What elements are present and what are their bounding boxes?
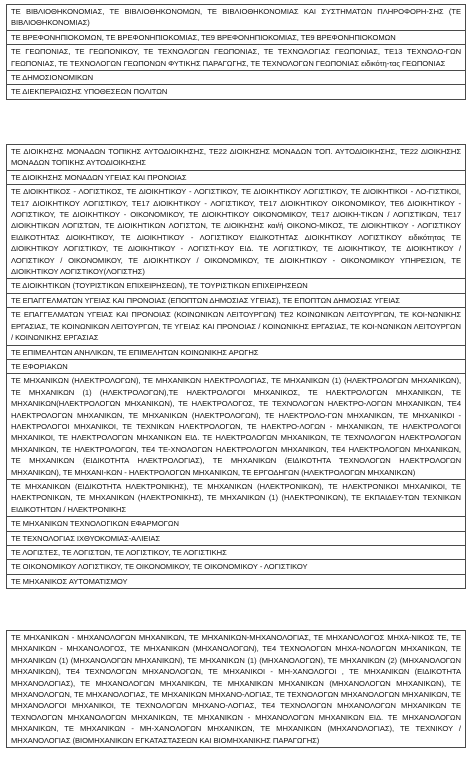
table-row	[7, 279, 466, 293]
table-row	[7, 5, 466, 31]
table-cell: ΤΕ ΜΗΧΑΝΙΚΩΝ - ΜΗΧΑΝΟΛΟΓΩΝ ΜΗΧΑΝΙΚΩΝ, ΤΕ ΜΗΧΑΝΙΚΩΝ-ΜΗΧΑΝΟΛΟΓΙΑΣ, ΤΕ ΜΗΧΑΝΟΛΟΓΟΣ ΜΗΧΑ-ΝΙΚΟΣ ΤΕ, ΤΕ ΜΗΧΑΝΙΚΩΝ - ΜΗΧΑΝΟΛΟΓΟΣ, ΤΕ ΜΗΧΑΝΙΚΩΝ (ΜΗΧΑΝΟΛΟΓΩΝ), ΤΕ4 ΤΕΧΝΟΛΟΓΩΝ ΜΗΧΑ-ΝΟΛΟΓΩΝ ΜΗΧΑΝΙΚΩΝ, ΤΕ ΜΗΧΑΝΙΚΩΝ (1) (ΜΗΧΑΝΟΛΟΓΩΝ ΜΗΧΑΝΙΚΩΝ), ΤΕ ΜΗΧΑΝΙΚΩΝ (1) (ΜΗΧΑΝΟΛΟΓΩΝ), ΤΕ ΜΗΧΑΝΙΚΩΝ (2) (ΜΗΧΑΝΟΛΟΓΩΝ ΜΗΧΑΝΙΚΩΝ), ΤΕ4 ΤΕΧΝΟΛΟΓΩΝ ΜΗΧΑΝΟΛΟΓΩΝ, ΤΕ ΜΗΧΑΝΙΚΟΙ - ΜΗ-ΧΑΝΟΛΟΓΟΙ , ΤΕ ΜΗΧΑΝΙΚΩΝ (ΕΙΔΙΚΟΤΗΤΑ ΜΗΧΑΝΟΛΟΓΙΑΣ), ΤΕ ΜΗΧΑΝΟΛΟΓΩΝ ΜΗΧΑΝΙΚΩΝ, ΤΕ ΜΗΧΑΝΙΚΩΝ ΜΗΧΑΝΙΚΩΝ (ΜΗΧΑΝΟΛΟΓΩΝ ΜΗΧΑΝΙΚΩΝ), ΤΕ ΜΗΧΑΝΟΛΟΓΩΝ, ΤΕ ΜΗΧΑΝΟΛΟΓΙΑΣ, ΤΕ ΜΗΧΑΝΙΚΩΝ ΜΗΧΑΝΟ-ΛΟΓΙΑΣ, ΤΕ ΤΕΧΝΟΛΟΓΩΝ ΜΗΧΑΝΟΛΟΓΩΝ ΜΗΧΑΝΙΚΩΝ, ΤΕ ΜΗΧΑΝΟΛΟΓΟΙ ΜΗΧΑΝΙΚΟΙ, ΤΕ ΤΕΧΝΟΛΟΓΩΝ ΜΗΧΑΝΟ-ΛΟΓΙΑΣ, ΤΕ4 ΤΕΧΝΟΛΟΓΩΝ ΜΗΧΑΝΟΛΟΓΩΝ ΜΗΧΑΝΙΚΩΝ ΤΕ ΤΕΧΝΟΛΟΓΩΝ ΜΗΧΑΝΟΛΟΓΩΝ ΜΗΧΑΝΙΚΩΝ, ΤΕ ΜΗΧΑΝΙΚΩΝ - ΜΗΧΑΝΟΛΟΓΩΝ ΜΗΧΑΝΙΚΩΝ ΕΙΔ. ΤΕ ΜΗΧΑΝΟΛΟΓΩΝ ΜΗΧΑΝΙΚΩΝ, ΤΕ ΜΗΧΑΝΙΚΩΝ - ΜΗ-ΧΑΝΟΛΟΓΩΝ ΜΗΧΑΝΙΚΩΝ, ΤΕ ΜΗΧΑΝΙΚΩΝ (ΜΗΧΑΝΟΛΟΓΙΑΣ), ΤΕ ΤΕΧΝΙΚΟΥ / ΜΗΧΑΝΟΛΟΓΙΑΣ (ΒΙΟΜΗΧΑΝΙΚΩΝ ΕΓΚΑΤΑΣΤΑΣΕΩΝ ΚΑΙ ΒΙΟΜΗΧΑΝΙΚΗΣ ΠΑΡΑΓΩΓΗΣ)	[7, 631, 466, 748]
table-row	[7, 479, 466, 516]
table-cell: ΤΕ ΜΗΧΑΝΙΚΟΣ ΑΥΤΟΜΑΤΙΣΜΟΥ	[7, 574, 466, 588]
table-row	[7, 574, 466, 588]
table-cell: ΤΕ ΜΗΧΑΝΙΚΩΝ ΤΕΧΝΟΛΟΓΙΚΩΝ ΕΦΑΡΜΟΓΩΝ	[7, 517, 466, 531]
table-row	[7, 546, 466, 560]
table-row	[7, 531, 466, 545]
table-row	[7, 185, 466, 279]
table-cell: ΤΕ ΔΙΕΚΠΕΡΑΙΩΣΗΣ ΥΠΟΘΕΣΕΩΝ ΠΟΛΙΤΩΝ	[7, 85, 466, 99]
table-row	[7, 517, 466, 531]
table-cell: ΤΕ ΒΡΕΦΟΝΗΠΙΟΚΟΜΩΝ, ΤΕ ΒΡΕΦΟΝΗΠΙΟΚΟΜΙΑΣ, ΤΕ9 ΒΡΕΦΟΝΗΠΙΟΚΟΜΙΑΣ, ΤΕ9 ΒΡΕΦΟΝΗΠΙΟΚΟΜΩΝ	[7, 30, 466, 44]
table-cell: ΤΕ ΔΙΟΙΚΗΣΗΣ ΜΟΝΑΔΩΝ ΥΓΕΙΑΣ ΚΑΙ ΠΡΟΝΟΙΑΣ	[7, 170, 466, 184]
table-cell: ΤΕ ΕΠΙΜΕΛΗΤΩΝ ΑΝΗΛΙΚΩΝ, ΤΕ ΕΠΙΜΕΛΗΤΩΝ ΚΟΙΝΩΝΙΚΗΣ ΑΡΩΓΗΣ	[7, 345, 466, 359]
table-row	[7, 374, 466, 480]
table-cell: ΤΕ ΔΙΟΙΚΗΣΗΣ ΜΟΝΑΔΩΝ ΤΟΠΙΚΗΣ ΑΥΤΟΔΙΟΙΚΗΣΗΣ, ΤΕ22 ΔΙΟΙΚΗΣΗΣ ΜΟΝΑΔΩΝ ΤΟΠ. ΑΥΤΟΔΙΟΙΚΗΣΗΣ, ΤΕ22 ΔΙΟΙΚΗΣΗΣ ΜΟΝΑΔΩΝ ΤΟΠΙΚΗΣ ΑΥΤΟΔΙΟΙΚΗΣΗΣ	[7, 145, 466, 171]
table-row	[7, 170, 466, 184]
table-cell: ΤΕ ΕΠΑΓΓΕΛΜΑΤΩΝ ΥΓΕΙΑΣ ΚΑΙ ΠΡΟΝΟΙΑΣ (ΚΟΙΝΩΝΙΚΩΝ ΛΕΙΤΟΥΡΓΩΝ) ΤΕ2 ΚΟΙΝΩΝΙΚΩΝ ΛΕΙΤΟΥΡΓΩΝ, ΤΕ ΚΟΙ-ΝΩΝΙΚΗΣ ΕΡΓΑΣΙΑΣ, ΤΕ ΚΟΙΝΩΝΙΚΩΝ ΛΕΙΤΟΥΡΓΩΝ, ΤΕ ΥΓΕΙΑΣ ΚΑΙ ΠΡΟΝΟΙΑΣ / ΚΟΙΝΩΝΙΚΗΣ ΕΡΓΑΣΙΑΣ, ΤΕ ΚΟΙ-ΝΩΝΙΚΩΝ ΛΕΙΤΟΥΡΓΩΝ / ΚΟΙΝΩΝΙΚΗΣ ΕΡΓΑΣΙΑΣ	[7, 308, 466, 345]
table-row	[7, 560, 466, 574]
specialty-table-3	[6, 630, 466, 748]
table-cell: ΤΕ ΕΦΟΡΙΑΚΩΝ	[7, 359, 466, 373]
table-cell: ΤΕ ΒΙΒΛΙΟΘΗΚΟΝΟΜΙΑΣ, ΤΕ ΒΙΒΛΙΟΘΗΚΟΝΟΜΩΝ, ΤΕ ΒΙΒΛΙΟΘΗΚΟΝΟΜΙΑΣ ΚΑΙ ΣΥΣΤΗΜΑΤΩΝ ΠΛΗΡΟΦΟΡΗ-ΣΗΣ (ΤΕ ΒΙΒΛΙΟΘΗΚΟΝΟΜΙΑΣ)	[7, 5, 466, 31]
specialty-table-1	[6, 4, 466, 100]
table-row	[7, 71, 466, 85]
table-cell: ΤΕ ΜΗΧΑΝΙΚΩΝ (ΕΙΔΙΚΟΤΗΤΑ ΗΛΕΚΤΡΟΝΙΚΗΣ), ΤΕ ΜΗΧΑΝΙΚΩΝ (ΗΛΕΚΤΡΟΝΙΚΩΝ), ΤΕ ΗΛΕΚΤΡΟΝΙΚΟΙ ΜΗΧΑΝΙΚΟΙ, ΤΕ ΗΛΕΚΤΡΟΝΙΚΩΝ, ΤΕ ΜΗΧΑΝΙΚΩΝ (ΗΛΕΚΤΡΟΝΙΚΗΣ), ΤΕ ΜΗΧΑΝΙΚΩΝ (1) (ΗΛΕΚΤΡΟΝΙΚΩΝ), ΤΕ ΕΚΠΑΙΔΕΥ-ΤΩΝ ΤΕΧΝΙΚΩΝ ΕΙΔΙΚΟΤΗΤΩΝ / ΗΛΕΚΤΡΟΝΙΚΗΣ	[7, 479, 466, 516]
table-row	[7, 345, 466, 359]
table-row	[7, 308, 466, 345]
table-cell: ΤΕ ΔΙΟΙΚΗΤΙΚΩΝ (ΤΟΥΡΙΣΤΙΚΩΝ ΕΠΙΧΕΙΡΗΣΕΩΝ), ΤΕ ΤΟΥΡΙΣΤΙΚΩΝ ΕΠΙΧΕΙΡΗΣΕΩΝ	[7, 279, 466, 293]
table-cell: ΤΕ ΔΙΟΙΚΗΤΙΚΟΣ - ΛΟΓΙΣΤΙΚΟΣ, ΤΕ ΔΙΟΙΚΗΤΙΚΟΥ - ΛΟΓΙΣΤΙΚΟΥ, ΤΕ ΔΙΟΙΚΗΤΙΚΟΥ ΛΟΓΙΣΤΙΚΟΥ, ΤΕ ΔΙΟΙΚΗΤΙΚΟΙ - ΛΟ-ΓΙΣΤΙΚΟΙ, ΤΕ17 ΔΙΟΙΚΗΤΙΚΟΥ ΛΟΓΙΣΤΙΚΟΥ, ΤΕ17 ΔΙΟΙΚΗΤΙΚΟΥ - ΛΟΓΙΣΤΙΚΟΥ, ΤΕ17 ΔΙΟΙΚΗΤΙΚΟΥ ΟΙΚΟΝΟΜΙΚΟΥ, ΤΕ6 ΔΙΟΙΚΗΤΙΚΟΥ - ΛΟΓΙΣΤΙΚΟΥ, ΤΕ ΔΙΟΙΚΗΤΙΚΟΥ - ΟΙΚΟΝΟΜΙΚΟΥ, ΤΕ ΔΙΟΙΚΗΤΙΚΟΥ ΟΙΚΟΝΟΜΙΚΟΥ, ΤΕ17 ΔΙΟΙΚΗ-ΤΙΚΩΝ / ΛΟΓΙΣΤΙΚΩΝ, ΤΕ17 ΔΙΟΙΚΗΤΙΚΩΝ ΛΟΓΙΣΤΩΝ, ΤΕ ΔΙΟΙΚΗΤΙΚΩΝ ΛΟΓΙΣΤΩΝ, ΤΕ ΔΙΟΙΚΗΣΗΣ και/ή ΟΙΚΟΝΟ-ΜΙΚΟΣ, ΤΕ ΔΙΟΙΚΗΤΙΚΟΥ - ΛΟΓΙΣΤΙΚΟΥ ΕΙΔΙΚΟΤΗΤΑΣ ΔΙΟΙΚΗΤΙΚΟΥ, ΤΕ ΔΙΟΙΚΗΤΙΚΟΥ - ΛΟΓΙΣΤΙΚΟΥ ΕΙΔΙΚΟΤΗΤΑΣ ΔΙΟΙΚΗΤΙΚΟΥ ΛΟΓΙΣΤΙΚΟΥ ειδικότητας ΤΕ ΔΙΟΙΚΗΤΙΚΟΥ ΛΟΓΙΣΤΙΚΟΥ, ΤΕ ΔΙΟΙΚΗΤΙΚΟΥ - ΛΟΓΙΣΤΙ-ΚΟΥ ΕΙΔ. ΤΕ ΛΟΓΙΣΤΙΚΟΥ, ΤΕ ΔΙΟΙΚΗΤΙΚΟΥ, ΤΕ ΔΙΟΙΚΗΤΙΚΟΥ / ΛΟΓΙΣΤΙΚΟΥ / ΟΙΚΟΝΟΜΙΚΟΥ, ΤΕ ΔΙΟΙΚΗΤΙΚΟΥ / ΟΙΚΟΝΟΜΙΚΟΥ, ΤΕ ΔΙΟΙΚΗΤΙΚΟΥ - ΟΙΚΟΝΟΜΙΚΟΥ ΥΠΗΡΕΣΙΩΝ, ΤΕ ΔΙΟΙΚΗΤΙΚΟΥ ΛΟΓΙΣΤΙΚΟΥ(ΛΟΓΙΣΤΗΣ)	[7, 185, 466, 279]
table-cell: ΤΕ ΟΙΚΟΝΟΜΙΚΟΥ ΛΟΓΙΣΤΙΚΟΥ, ΤΕ ΟΙΚΟΝΟΜΙΚΟΥ, ΤΕ ΟΙΚΟΝΟΜΙΚΟΥ - ΛΟΓΙΣΤΙΚΟΥ	[7, 560, 466, 574]
table-cell: ΤΕ ΕΠΑΓΓΕΛΜΑΤΩΝ ΥΓΕΙΑΣ ΚΑΙ ΠΡΟΝΟΙΑΣ (ΕΠΟΠΤΩΝ ΔΗΜΟΣΙΑΣ ΥΓΕΙΑΣ), ΤΕ ΕΠΟΠΤΩΝ ΔΗΜΟΣΙΑΣ ΥΓΕΙΑΣ	[7, 293, 466, 307]
table-cell: ΤΕ ΤΕΧΝΟΛΟΓΙΑΣ ΙΧΘΥΟΚΟΜΙΑΣ-ΑΛΙΕΙΑΣ	[7, 531, 466, 545]
table-row	[7, 293, 466, 307]
table-cell: ΤΕ ΓΕΩΠΟΝΙΑΣ, ΤΕ ΓΕΩΠΟΝΙΚΟΥ, ΤΕ ΤΕΧΝΟΛΟΓΩΝ ΓΕΩΠΟΝΙΑΣ, ΤΕ ΤΕΧΝΟΛΟΓΙΑΣ ΓΕΩΠΟΝΙΑΣ, ΤΕ13 ΤΕΧΝΟΛΟ-ΓΩΝ ΓΕΩΠΟΝΙΑΣ, ΤΕ ΤΕΧΝΟΛΟΓΩΝ ΓΕΩΠΟΝΩΝ ΦΥΤΙΚΗΣ ΠΑΡΑΓΩΓΗΣ, ΤΕ ΤΕΧΝΟΛΟΓΩΝ ΓΕΩΠΟΝΙΑΣ ειδικότη-τας ΓΕΩΠΟΝΙΑΣ	[7, 45, 466, 71]
table-row	[7, 359, 466, 373]
table-cell: ΤΕ ΔΗΜΟΣΙΟΝΟΜΙΚΩΝ	[7, 71, 466, 85]
table-row	[7, 30, 466, 44]
table-row	[7, 85, 466, 99]
table-row	[7, 631, 466, 748]
table-cell: ΤΕ ΜΗΧΑΝΙΚΩΝ (ΗΛΕΚΤΡΟΛΟΓΩΝ), ΤΕ ΜΗΧΑΝΙΚΩΝ ΗΛΕΚΤΡΟΛΟΓΙΑΣ, ΤΕ ΜΗΧΑΝΙΚΩΝ (1) (ΗΛΕΚΤΡΟΛΟΓΩΝ ΜΗΧΑΝΙΚΩΝ), ΤΕ ΜΗΧΑΝΙΚΩΝ (1) (ΗΛΕΚΤΡΟΛΟΓΩΝ),ΤΕ ΗΛΕΚΤΡΟΛΟΓΟΙ ΜΗΧΑΝΙΚΟΣ, ΤΕ ΗΛΕΚΤΡΟΛΟΓΩΝ ΜΗΧΑΝΙΚΩΝ, ΤΕ ΜΗΧΑΝΙΚΩΝ(ΗΛΕΚΤΡΟΛΟΓΩΝ ΜΗΧΑΝΙΚΩΝ), ΤΕ ΗΛΕΚΤΡΟΛΟΓΟΣ, ΤΕ ΤΕΧΝΟΛΟΓΩΝ ΗΛΕΚΤΡΟ-ΛΟΓΩΝ ΜΗΧΑΝΙΚΩΝ, ΤΕ4 ΗΛΕΚΤΡΟΛΟΓΩΝ ΜΗΧΑΝΙΚΩΝ, ΤΕ ΜΗΧΑΝΙΚΩΝ (ΗΛΕΚΤΡΟΛΟΓΩΝ), ΤΕ ΗΛΕΚΤΡΟΛΟ-ΓΩΝ ΜΗΧΑΝΙΚΩΝ, ΤΕ ΜΗΧΑΝΙΚΟΙ - ΗΛΕΚΤΡΟΛΟΓΟΙ ΜΗΧΑΝΙΚΟΙ, ΤΕ ΤΕΧΝΙΚΩΝ ΗΛΕΚΤΡΟΛΟΓΩΝ, ΤΕ ΗΛΕΚΤΡΟ-ΛΟΓΩΝ - ΜΗΧΑΝΙΚΩΝ, ΤΕ ΗΛΕΚΤΡΟΛΟΓΟΙ ΜΗΧΑΝΙΚΟΙ, ΤΕ ΗΛΕΚΤΡΟΛΟΓΩΝ ΜΗΧΑΝΙΚΩΝ ΕΙΔ. ΤΕ ΗΛΕΚΤΡΟΛΟΓΩΝ ΜΗΧΑΝΙΚΩΝ, ΤΕ ΤΕΧΝΟΛΟΓΩΝ ΗΛΕΚΤΡΟΛΟΓΩΝ ΜΗΧΑΝΙΚΩΝ, ΤΕ ΗΛΕΚΤΡΟΛΟΓΩΝ, ΤΕ4 ΤΕ-ΧΝΟΛΟΓΩΝ ΗΛΕΚΤΡΟΛΟΓΩΝ ΜΗΧΑΝΙΚΩΝ, ΤΕ4 ΗΛΕΚΤΡΟΛΟΓΩΝ ΜΗΧΑΝΙΚΩΝ, ΤΕ ΜΗΧΑΝΙΚΩΝ (ΕΙΔΙΚΟΤΗΤΑ ΗΛΕΚΤΡΟΛΟΓΙΑΣ), ΤΕ ΜΗΧΑΝΙΚΩΝ (ΕΙΔΙΚΟΤΗΤΑ ΤΕΧΝΟΛΟΓΩΝ ΗΛΕΚΤΡΟΛΟΓΩΝ ΜΗΧΑΝΙΚΩΝ), ΤΕ ΜΗΧΑΝΙ-ΚΩΝ - ΗΛΕΚΤΡΟΛΟΓΩΝ ΜΗΧΑΝΙΚΩΝ, ΤΕ ΕΡΓΟΔΗΓΩΝ (ΗΛΕΚΤΡΟΛΟΓΩΝ ΜΗΧΑΝΙΚΩΝ)	[7, 374, 466, 480]
table-row	[7, 45, 466, 71]
specialty-table-2	[6, 144, 466, 589]
table-cell: ΤΕ ΛΟΓΙΣΤΕΣ, ΤΕ ΛΟΓΙΣΤΩΝ, ΤΕ ΛΟΓΙΣΤΙΚΟΥ, ΤΕ ΛΟΓΙΣΤΙΚΗΣ	[7, 546, 466, 560]
table-row	[7, 145, 466, 171]
